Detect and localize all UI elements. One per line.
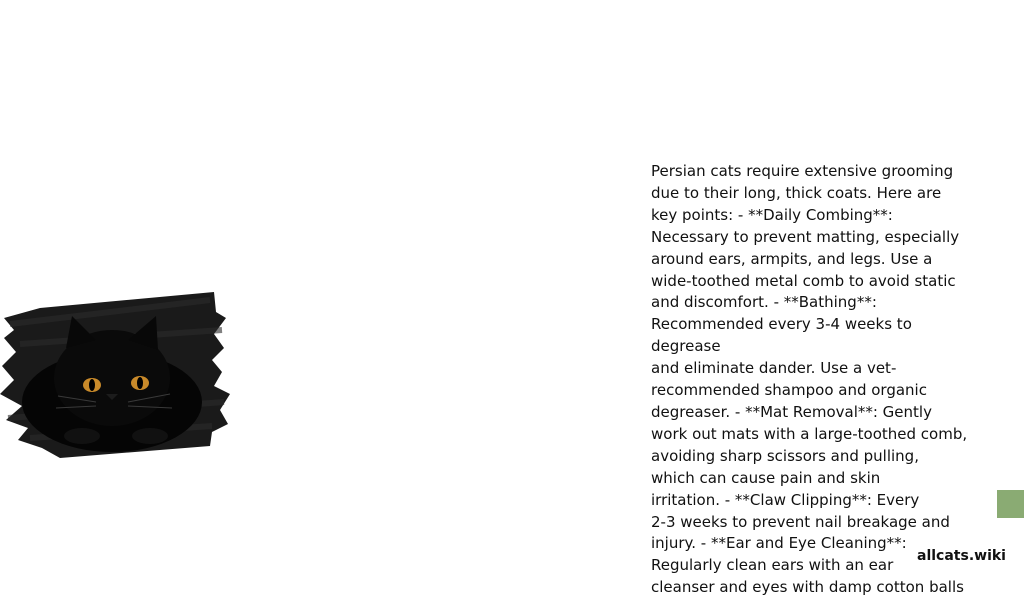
cat-right-paw [132, 428, 168, 444]
black-persian-cat-illustration [0, 290, 232, 460]
accent-square [997, 490, 1024, 518]
cat-right-pupil [137, 377, 143, 389]
grooming-article-text: Persian cats require extensive grooming due to their long, thick coats. Here are key points: - **Daily Combing**: Necessary to prevent matting, especially around ears, armpits, and legs. Use a wide-toothed metal comb to avoid static and discomfort. - **Bathing**: Recommended every 3-4 weeks to degrease and eliminate dander. Use a vet- recommended shampoo and organic degreaser. - **Mat Removal**: Gently work out mats with a large-toothed comb, avoiding sharp scissors and pulling, which can cause pain and skin irritation. - **Claw Clipping**: Every 2-3 weeks to prevent nail breakage and injury. - **Ear and Eye Cleaning**: Regularly clean ears with an ear cleanser and eyes with damp cotton balls [651, 162, 968, 597]
cat-left-pupil [89, 379, 95, 391]
black-persian-cat-photo [0, 290, 232, 460]
site-brand: allcats.wiki [917, 548, 1006, 564]
cat-left-paw [64, 428, 100, 444]
